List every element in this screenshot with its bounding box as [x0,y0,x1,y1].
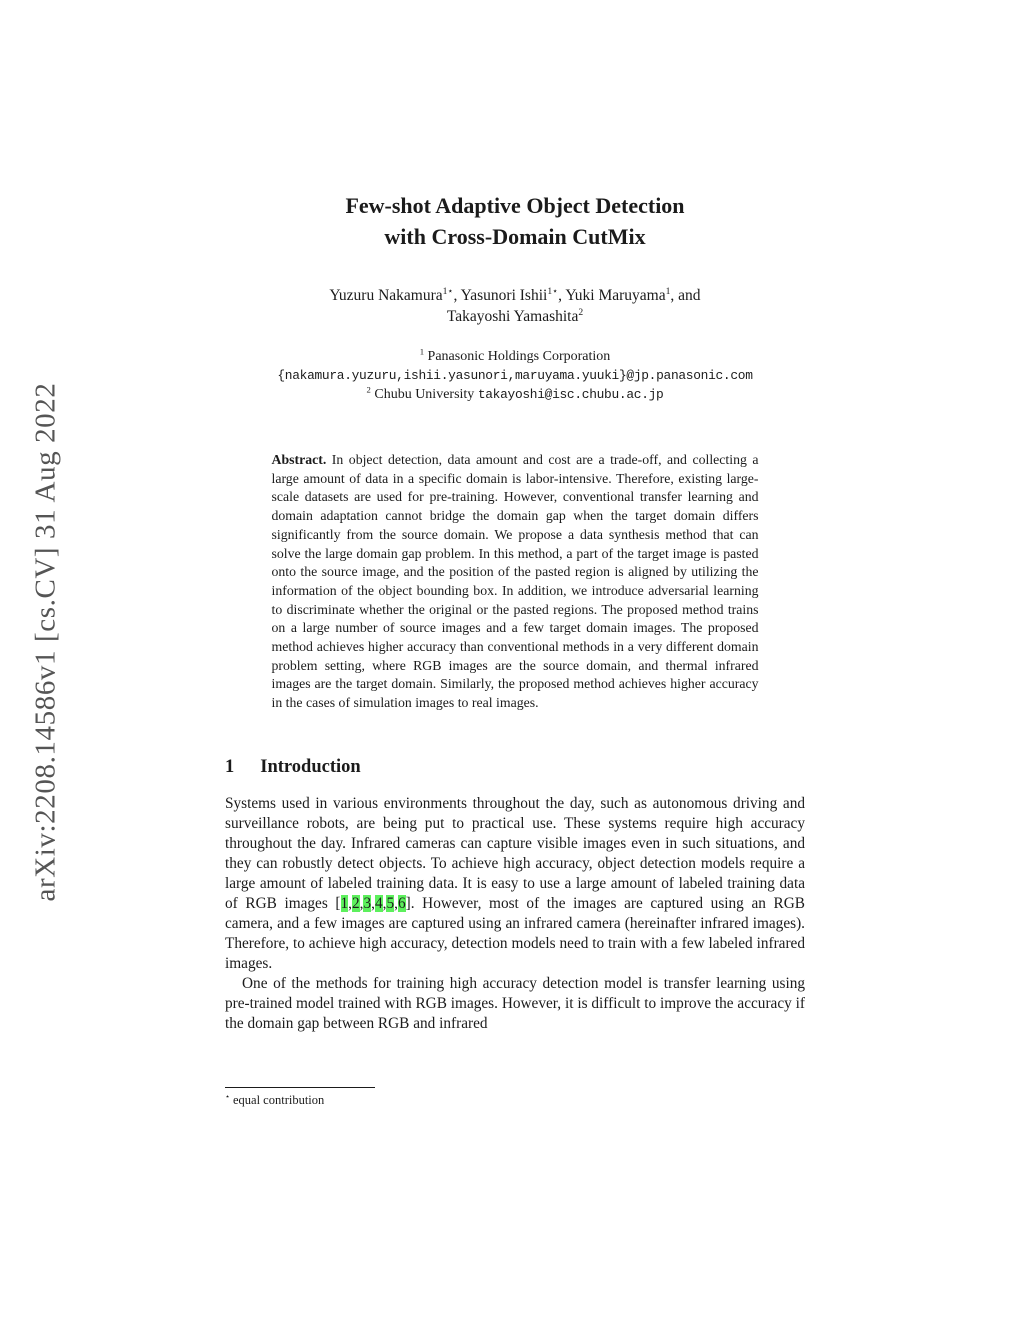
citation-link[interactable]: 6 [397,894,406,912]
superscript-marker: 1 [419,346,425,357]
author-line-1: Yuzuru Nakamura$^{1⋆}$, Yasunori Ishii$^{1⋆}$, Yuki Maruyama$^1$, and [329,285,701,304]
affiliation-block [225,347,805,404]
arxiv-watermark: arXiv:2208.14586v1 [cs.CV] 31 Aug 2022 [29,382,62,902]
affiliation-1-email [225,366,805,385]
superscript-marker: 1⋆ [547,285,559,297]
footnote-marker: ⋆ [225,1091,230,1101]
superscript-marker: 2 [366,384,371,395]
footnote-text: equal contribution [229,1093,325,1107]
citation-link[interactable]: 5 [386,894,395,912]
affiliation-1: $^1$ Panasonic Holdings Corporation [419,346,611,364]
author-block [225,285,805,327]
superscript-marker: 1 [665,285,671,297]
email-text: {nakamura.yuzuru,ishii.yasunori,maruyama.yuuki}@jp.panasonic.com [277,368,753,383]
section-heading-introduction [225,757,805,778]
author-line-2: Takayoshi Yamashita$^2$ [446,306,584,325]
section-number: 1 [225,756,235,777]
intro-paragraph-2: One of the methods for training high accuracy detection model is transfer learning using pre-trained model trained with RGB images. However, it is difficult to improve the accuracy if the domain gap between RGB and infrared [225,974,805,1032]
citation-link[interactable]: 4 [374,894,383,912]
superscript-marker: 2 [578,306,584,318]
paper-title-line2: with Cross-Domain CutMix [384,224,646,249]
paper-title-line1: Few-shot Adaptive Object Detection [345,193,685,218]
citation-link[interactable]: 3 [363,894,372,912]
abstract: Abstract. In object detection, data amount and cost are a trade-off, and collecting a large amount of data in a specific domain is labor-intensive. Therefore, existing large-scale datasets are used for pre-training. However, conventional transfer learning and domain adaptation cannot bridge the domain gap when the target domain differs significantly from the source domain. We propose a data synthesis method that can solve the large domain gap problem. In this method, a part of the target image is pasted onto the source image, and the position of the pasted region is aligned by utilizing the information of the object bounding box. In addition, we introduce adversarial learning to discriminate whether the original or the pasted regions. The proposed method trains on a large number of source images and a few target domain images. The proposed method achieves higher accuracy than conventional methods in a very different domain problem setting, where RGB images are the source domain, and thermal infrared images are the target domain. Similarly, the proposed method achieves higher accuracy in the cases of simulation images to real images. [271,452,759,711]
bold-lead-in: Abstract. [271,452,327,467]
paper-content-column [225,0,805,1034]
citation-link[interactable]: 1 [340,894,349,912]
paper-title [225,190,805,252]
citation-link[interactable]: 2 [352,894,360,912]
section-title: Introduction [260,756,361,777]
email-text: takayoshi@isc.chubu.ac.jp [477,387,664,402]
footnote [225,1087,805,1108]
superscript-marker: 1⋆ [442,285,454,297]
intro-paragraph-1: Systems used in various environments throughout the day, such as autonomous driving and surveillance robots, are being put to practical use. These systems require high accuracy throughout the day. Infrared cameras can capture visible images even in such situations, and they can robustly detect objects. To achieve high accuracy, object detection models require a large amount of labeled training data. It is easy to use a large amount of labeled training data of RGB images [1,2,3,4,5,6]. However, most of the images are captured using an RGB camera, and a few images are captured using an infrared camera (hereinafter infrared images). Therefore, to achieve high accuracy, detection models need to train with a few labeled infrared images. [225,794,805,972]
affiliation-2: $^2$ Chubu University takayoshi@isc.chubu.ac.jp [366,384,664,402]
footnote-rule [225,1087,375,1088]
